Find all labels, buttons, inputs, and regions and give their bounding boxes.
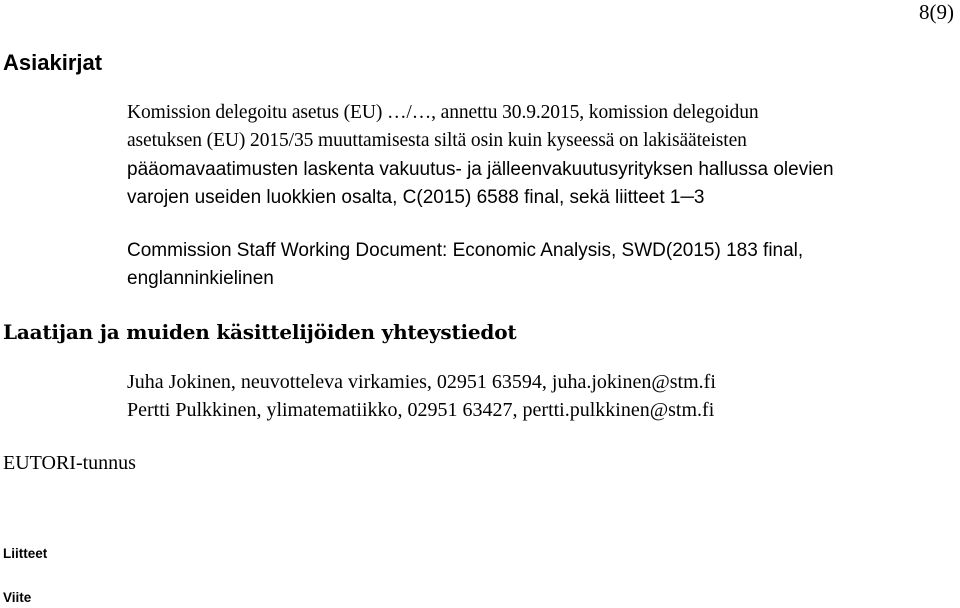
document-line: pääomavaatimusten laskenta vakuutus- ja jälleenvakuutusyrityksen hallussa olevien (127, 159, 834, 180)
contact-line: Juha Jokinen, neuvotteleva virkamies, 02951 63594, juha.jokinen@stm.fi (127, 371, 716, 393)
document-line: Komission delegoitu asetus (EU) …/…, annettu 30.9.2015, komission delegoidun (127, 102, 759, 123)
viite-label: Viite (3, 590, 32, 605)
staff-document-line: englanninkielinen (127, 268, 274, 289)
liitteet-label: Liitteet (3, 546, 48, 561)
asiakirjat-heading: Asiakirjat (3, 50, 103, 75)
document-line: asetuksen (EU) 2015/35 muuttamisesta siltä osin kuin kyseessä on lakisääteisten (127, 130, 747, 151)
eutori-heading: EUTORI-tunnus (3, 452, 136, 474)
staff-document-line: Commission Staff Working Document: Economic Analysis, SWD(2015) 183 final, (127, 240, 804, 261)
document-line: varojen useiden luokkien osalta, C(2015) 6588 final, sekä liitteet 1─3 (127, 187, 705, 208)
contacts-heading: Laatijan ja muiden käsittelijöiden yhteystiedot (3, 320, 517, 344)
page-number: 8(9) (919, 0, 954, 24)
contact-line: Pertti Pulkkinen, ylimatematiikko, 02951 63427, pertti.pulkkinen@stm.fi (127, 399, 715, 421)
